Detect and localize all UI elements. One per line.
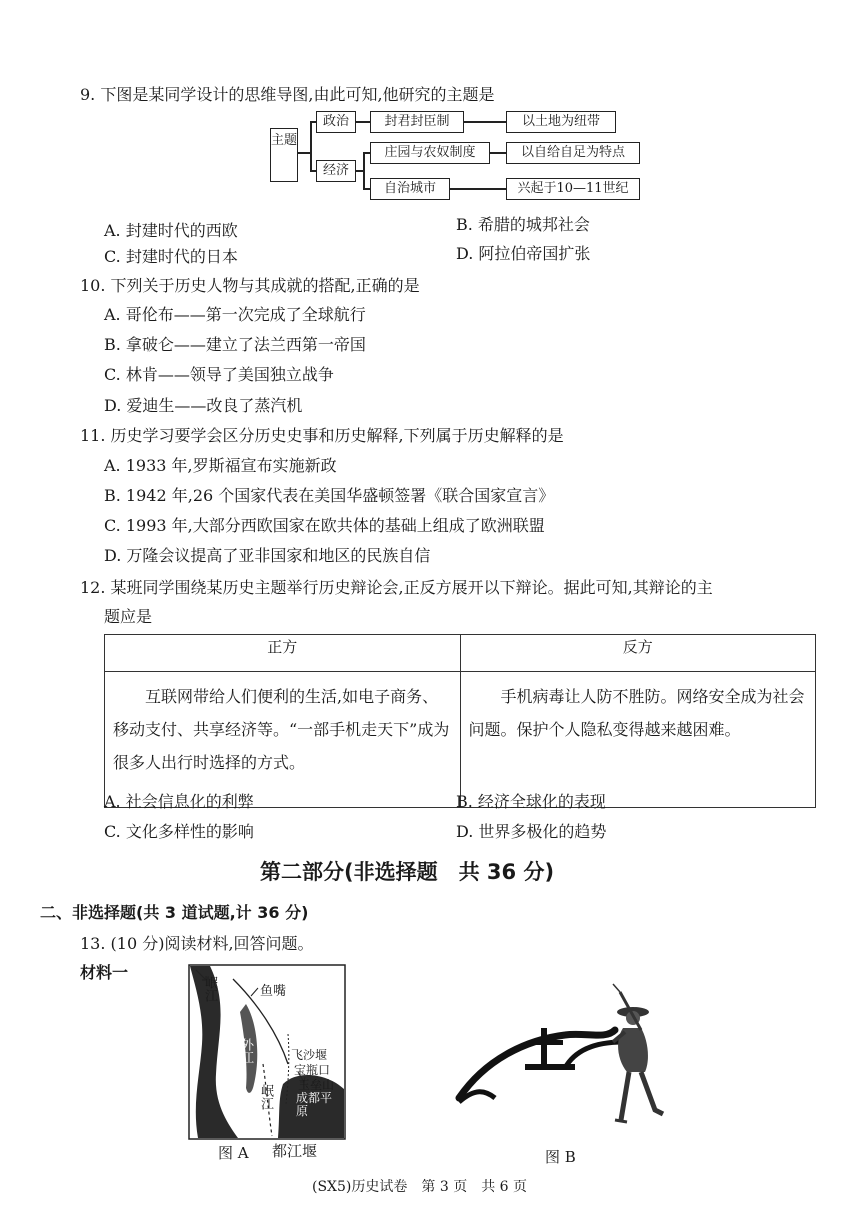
map-label-baopingkou: 宝瓶口 [294,1063,331,1077]
map-label-yuleishan: 玉垒山 [298,1078,335,1092]
figure-a-label: 图 A [218,1144,249,1162]
map-label-minjiang-inner: 岷江 [258,1084,273,1110]
con-header: 反方 [460,635,816,672]
mind-map-land: 以土地为纽带 [506,111,616,133]
figure-a-map [188,964,346,1140]
mind-map-rise: 兴起于10—11世纪 [506,178,640,200]
figure-a-title: 都江堰 [272,1142,318,1160]
mind-map-selfsuff: 以自给自足为特点 [506,142,640,164]
page-footer: (SX5)历史试卷 第 3 页 共 6 页 [312,1179,528,1195]
figure-b-plow [455,980,685,1130]
q12-option-d: D. 世界多极化的趋势 [456,822,607,841]
mind-map-manor: 庄园与农奴制度 [370,142,490,164]
map-label-yuzui: 鱼嘴 [260,984,287,999]
q10-option-b: B. 拿破仑——建立了法兰西第一帝国 [104,335,366,354]
pro-header: 正方 [105,635,461,672]
q9-option-b: B. 希腊的城邦社会 [456,215,590,234]
map-label-waijiang: 外江 [238,1038,253,1064]
q12-option-b: B. 经济全球化的表现 [456,792,606,811]
q11-option-a: A. 1933 年,罗斯福宣布实施新政 [104,456,337,475]
mind-map-feudal: 封君封臣制 [370,111,464,133]
pro-text: 互联网带给人们便利的生活,如电子商务、移动支付、共享经济等。“一部手机走天下”成为很多人出行时选择的方式。 [105,672,461,808]
q12-stem-line2: 题应是 [104,607,153,626]
material-label: 材料一 [80,963,129,982]
mind-map-city: 自治城市 [370,178,450,200]
q11-option-b: B. 1942 年,26 个国家代表在美国华盛顿签署《联合国家宣言》 [104,486,555,505]
q11-option-c: C. 1993 年,大部分西欧国家在欧共体的基础上组成了欧洲联盟 [104,516,545,535]
mind-map-economy: 经济 [316,160,356,182]
q12-stem-line1: 12. 某班同学围绕某历史主题举行历史辩论会,正反方展开以下辩论。据此可知,其辩论的主 [80,578,713,597]
map-label-minjiang-upper: 岷江 [202,976,217,1002]
q10-option-a: A. 哥伦布——第一次完成了全球航行 [104,305,366,324]
debate-table [104,634,816,808]
figure-b-label: 图 B [545,1148,576,1166]
q13-stem: 13. (10 分)阅读材料,回答问题。 [80,934,314,953]
plow-farmer-drawing [455,980,685,1130]
q10-stem: 10. 下列关于历史人物与其成就的搭配,正确的是 [80,276,420,295]
q11-stem: 11. 历史学习要学会区分历史史事和历史解释,下列属于历史解释的是 [80,426,564,445]
map-label-chengdu: 成都平原 [296,1091,333,1118]
q11-option-d: D. 万隆会议提高了亚非国家和地区的民族自信 [104,546,431,565]
mind-map-politics: 政治 [316,111,356,133]
section-heading: 二、非选择题(共 3 道试题,计 36 分) [40,903,309,922]
q10-option-c: C. 林肯——领导了美国独立战争 [104,365,334,384]
part2-title: 第二部分(非选择题 共 36 分) [260,860,555,884]
q12-option-a: A. 社会信息化的利弊 [104,792,254,811]
mind-map-root: 主题 [270,128,298,182]
map-label-feishayan: 飞沙堰 [291,1048,328,1062]
q9-stem: 9. 下图是某同学设计的思维导图,由此可知,他研究的主题是 [80,85,495,104]
q9-option-c: C. 封建时代的日本 [104,247,238,266]
q9-option-a: A. 封建时代的西欧 [104,221,238,240]
con-text: 手机病毒让人防不胜防。网络安全成为社会问题。保护个人隐私变得越来越困难。 [460,672,816,808]
q9-option-d: D. 阿拉伯帝国扩张 [456,244,591,263]
q10-option-d: D. 爱迪生——改良了蒸汽机 [104,396,303,415]
q12-option-c: C. 文化多样性的影响 [104,822,254,841]
